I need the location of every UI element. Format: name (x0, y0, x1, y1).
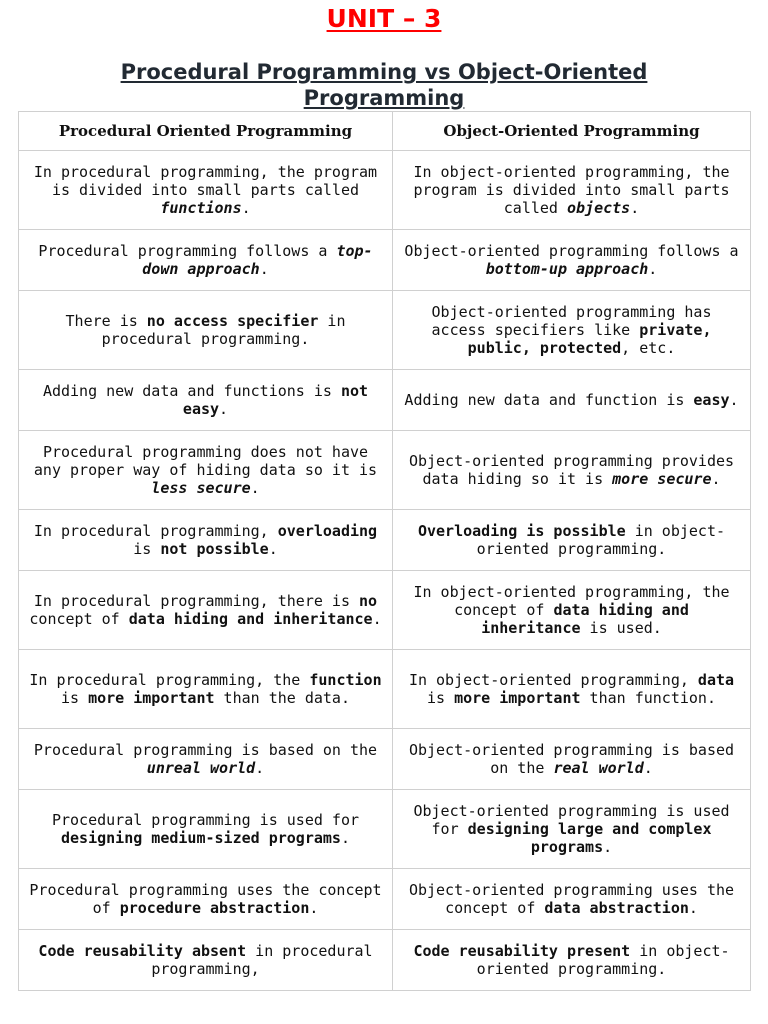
cell-procedural: In procedural programming, the program is divided into small parts called functions. (19, 151, 393, 230)
bold-text: more important (88, 689, 215, 707)
bold-text: not possible (160, 540, 269, 558)
cell-oop: Object-oriented programming is used for designing large and complex programs. (393, 790, 751, 869)
table-row (19, 790, 751, 869)
comparison-table (18, 111, 751, 991)
table-row (19, 729, 751, 790)
bold-text: data hiding and inheritance (128, 610, 373, 628)
cell-procedural: In procedural programming, overloading is not possible. (19, 510, 393, 571)
bold-text: designing large and complex programs (467, 820, 712, 856)
header-procedural: Procedural Oriented Programming (19, 112, 393, 151)
table-row (19, 571, 751, 650)
table-header-row (19, 112, 751, 151)
cell-procedural: In procedural programming, the function is more important than the data. (19, 650, 393, 729)
unit-title: UNIT – 3 (326, 4, 442, 33)
table-row (19, 291, 751, 370)
cell-oop: Object-oriented programming is based on the real world. (393, 729, 751, 790)
bold-text: overloading (277, 522, 378, 540)
table-row (19, 930, 751, 991)
table-row (19, 230, 751, 291)
cell-procedural: Procedural programming uses the concept of procedure abstraction. (19, 869, 393, 930)
cell-procedural: There is no access specifier in procedural programming. (19, 291, 393, 370)
cell-oop: Overloading is possible in object-oriented programming. (393, 510, 751, 571)
bold-text: private, public, protected (467, 321, 712, 357)
cell-procedural: In procedural programming, there is no concept of data hiding and inheritance. (19, 571, 393, 650)
cell-oop: Adding new data and function is easy. (393, 370, 751, 431)
bold-text: Code reusability present (413, 942, 631, 960)
emphasis-text: more secure (612, 470, 712, 488)
bold-text: no (359, 592, 378, 610)
cell-oop: In object-oriented programming, the program is divided into small parts called objects. (393, 151, 751, 230)
bold-text: data hiding and inheritance (481, 601, 689, 637)
bold-text: data abstraction (544, 899, 689, 917)
cell-procedural: Procedural programming does not have any proper way of hiding data so it is less secure. (19, 431, 393, 510)
table-row (19, 510, 751, 571)
table-row (19, 431, 751, 510)
cell-oop: In object-oriented programming, data is more important than function. (393, 650, 751, 729)
emphasis-text: less secure (151, 479, 251, 497)
bold-text: more important (454, 689, 581, 707)
emphasis-text: functions (160, 199, 242, 217)
table-row (19, 370, 751, 431)
cell-oop: Object-oriented programming uses the concept of data abstraction. (393, 869, 751, 930)
table-row (19, 869, 751, 930)
cell-oop: Object-oriented programming has access specifiers like private, public, protected, etc. (393, 291, 751, 370)
bold-text: Overloading is possible (417, 522, 626, 540)
cell-procedural: Procedural programming is used for designing medium-sized programs. (19, 790, 393, 869)
emphasis-text: real world (553, 759, 644, 777)
table-row (19, 151, 751, 230)
comparison-rows (19, 151, 751, 991)
cell-oop: In object-oriented programming, the concept of data hiding and inheritance is used. (393, 571, 751, 650)
bold-text: designing medium-sized programs (61, 829, 341, 847)
bold-text: Code reusability absent (38, 942, 247, 960)
cell-oop: Code reusability present in object-oriented programming. (393, 930, 751, 991)
emphasis-text: unreal world (146, 759, 256, 777)
emphasis-text: bottom-up approach (485, 260, 649, 278)
bold-text: function (309, 671, 382, 689)
document-title: Procedural Programming vs Object-Oriented Programming (120, 60, 648, 110)
header-oop: Object-Oriented Programming (393, 112, 751, 151)
bold-text: not easy (182, 382, 369, 418)
cell-oop: Object-oriented programming provides data hiding so it is more secure. (393, 431, 751, 510)
cell-procedural: Adding new data and functions is not easy. (19, 370, 393, 431)
cell-procedural: Procedural programming follows a top-down approach. (19, 230, 393, 291)
bold-text: data (697, 671, 735, 689)
cell-procedural: Procedural programming is based on the unreal world. (19, 729, 393, 790)
table-row (19, 650, 751, 729)
bold-text: no access specifier (146, 312, 319, 330)
cell-procedural: Code reusability absent in procedural programming, (19, 930, 393, 991)
bold-text: procedure abstraction (119, 899, 310, 917)
emphasis-text: top-down approach (142, 242, 373, 278)
cell-oop: Object-oriented programming follows a bottom-up approach. (393, 230, 751, 291)
emphasis-text: objects (566, 199, 631, 217)
bold-text: easy (693, 391, 730, 409)
